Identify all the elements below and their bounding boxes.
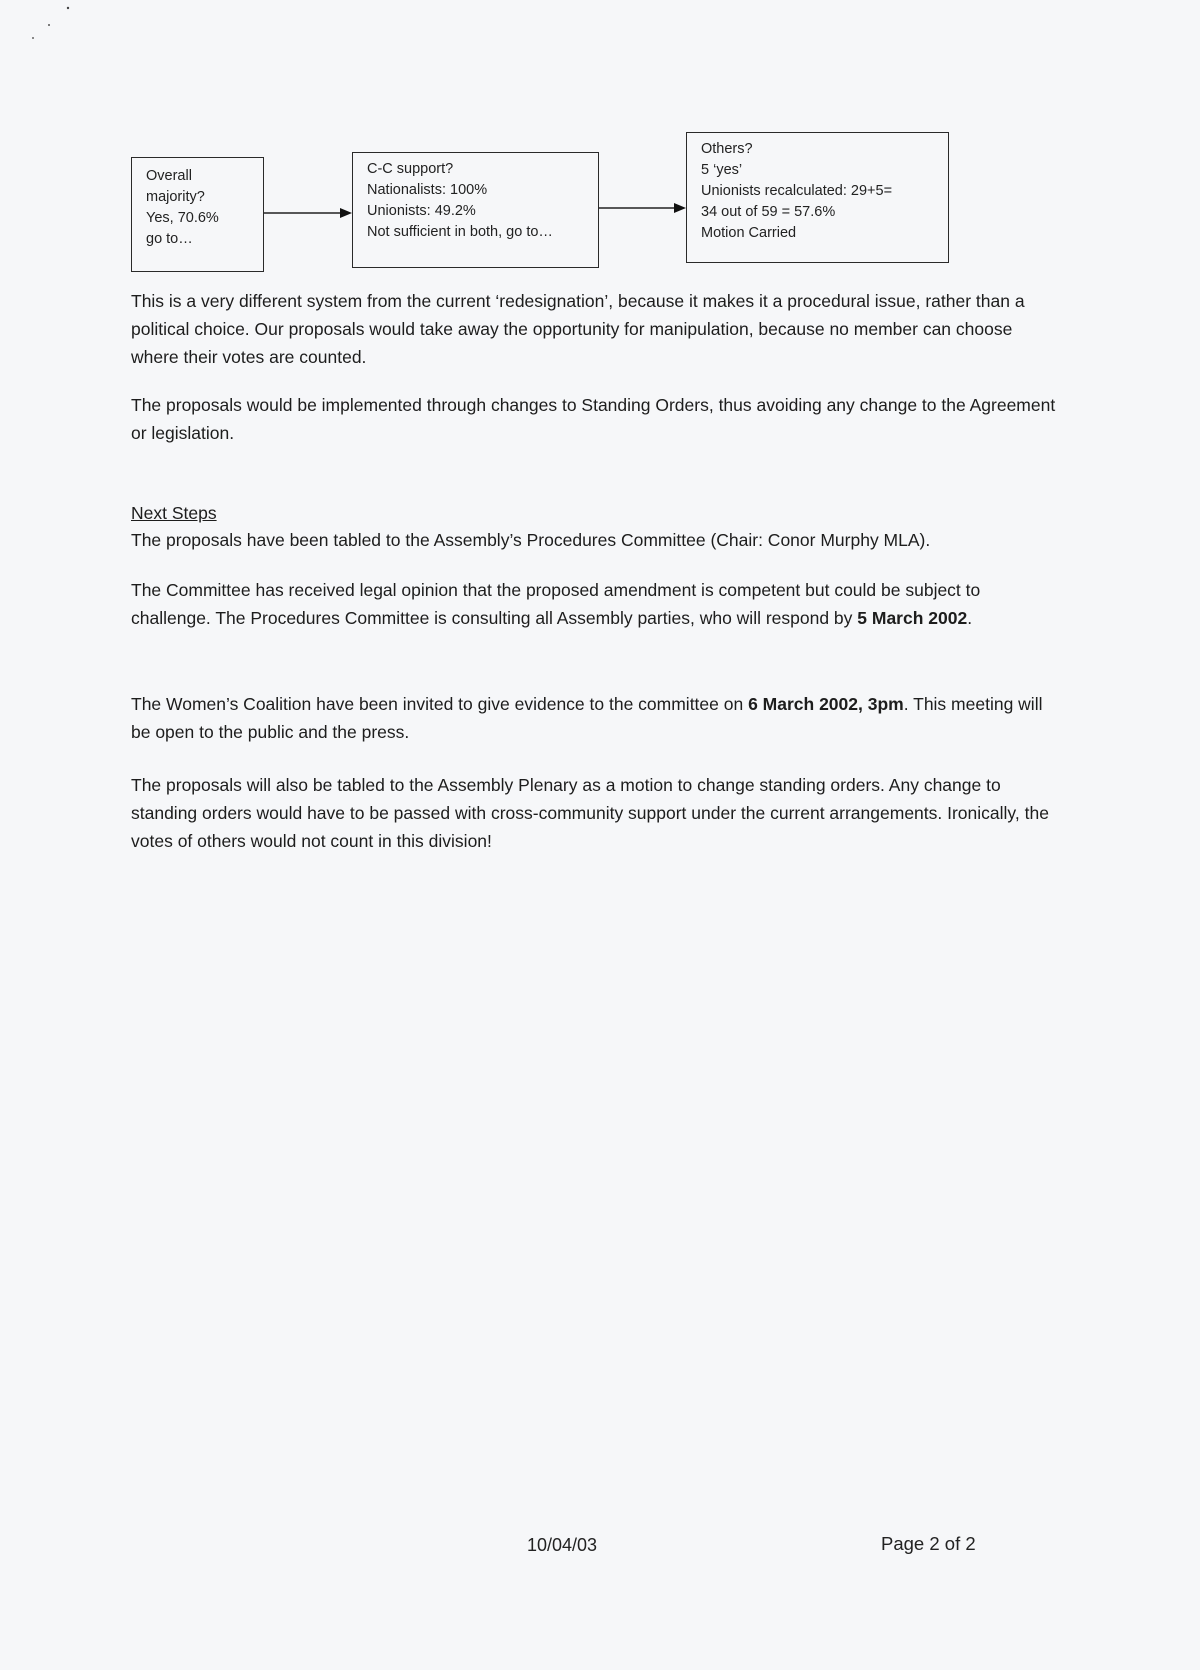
- flow-diagram: [0, 0, 1200, 300]
- flow-box-text: Not sufficient in both, go to…: [367, 224, 553, 240]
- paragraph-text: This is a very different system from the current ‘redesignation’, because it makes it a procedural issue, rather than a political choice. Our proposals would take away the opportunity for manipulation, because no member can choose where their votes are counted.: [131, 291, 1025, 367]
- paragraph-redesignation: [131, 287, 1061, 371]
- paragraph-text: The proposals will also be tabled to the Assembly Plenary as a motion to change standing orders. Any change to standing orders would have to be passed with cross-community support under the current arrangements. Ironically, the votes of others would not count in this division!: [131, 775, 1049, 851]
- paragraph-text-part: . This meeting will be open to the public and the press.: [131, 694, 1043, 742]
- flow-box-text: 34 out of 59 = 57.6%: [701, 204, 836, 220]
- paragraph-text: [131, 576, 1061, 632]
- paragraph-procedures-committee: [131, 526, 1061, 554]
- flow-box-cc-support: [352, 152, 599, 268]
- flow-box-text: 5 ‘yes’: [701, 162, 743, 178]
- flow-box-text: Yes, 70.6%: [146, 210, 219, 226]
- flow-box-text: C-C support?: [367, 161, 454, 177]
- arrow-box1-to-box2: [264, 208, 352, 218]
- section-heading-next-steps: Next Steps: [131, 503, 217, 523]
- paragraph-legal-opinion: [131, 576, 1061, 632]
- flow-box-text: go to…: [146, 231, 193, 247]
- paragraph-text-part: The Committee has received legal opinion that the proposed amendment is competent but could be subject to challenge. The Procedures Committee is consulting all Assembly parties, who will respond by: [131, 580, 981, 628]
- paragraph-text: [131, 690, 1061, 746]
- flow-box-text: Unionists recalculated: 29+5=: [701, 183, 893, 199]
- arrow-box2-to-box3: [599, 203, 686, 213]
- paragraph-assembly-plenary: [131, 771, 1061, 855]
- flow-box-text: Unionists: 49.2%: [367, 203, 476, 219]
- flow-box-text: majority?: [146, 189, 205, 205]
- footer-date: 10/04/03: [527, 1535, 598, 1555]
- paragraph-standing-orders: [131, 391, 1061, 447]
- flow-box-text: Others?: [701, 141, 753, 157]
- paragraph-text: The proposals would be implemented through changes to Standing Orders, thus avoiding any change to the Agreement or legislation.: [131, 395, 1056, 443]
- paragraph-text-part: .: [967, 608, 973, 628]
- flow-box-text: Motion Carried: [701, 225, 797, 241]
- flow-box-text: Nationalists: 100%: [367, 182, 488, 198]
- flow-box-text: Overall: [146, 168, 192, 184]
- deadline-date: 5 March 2002: [857, 608, 968, 628]
- paragraph-text-part: The Women’s Coalition have been invited to give evidence to the committee on: [131, 694, 749, 714]
- flow-box-others: [686, 132, 949, 263]
- footer-page-number: Page 2 of 2: [881, 1533, 976, 1554]
- meeting-date: 6 March 2002, 3pm: [748, 694, 904, 714]
- flow-box-overall-majority: [131, 157, 264, 272]
- paragraph-evidence-meeting: [131, 690, 1061, 746]
- paragraph-text: The proposals have been tabled to the Assembly’s Procedures Committee (Chair: Conor Murphy MLA).: [131, 530, 931, 550]
